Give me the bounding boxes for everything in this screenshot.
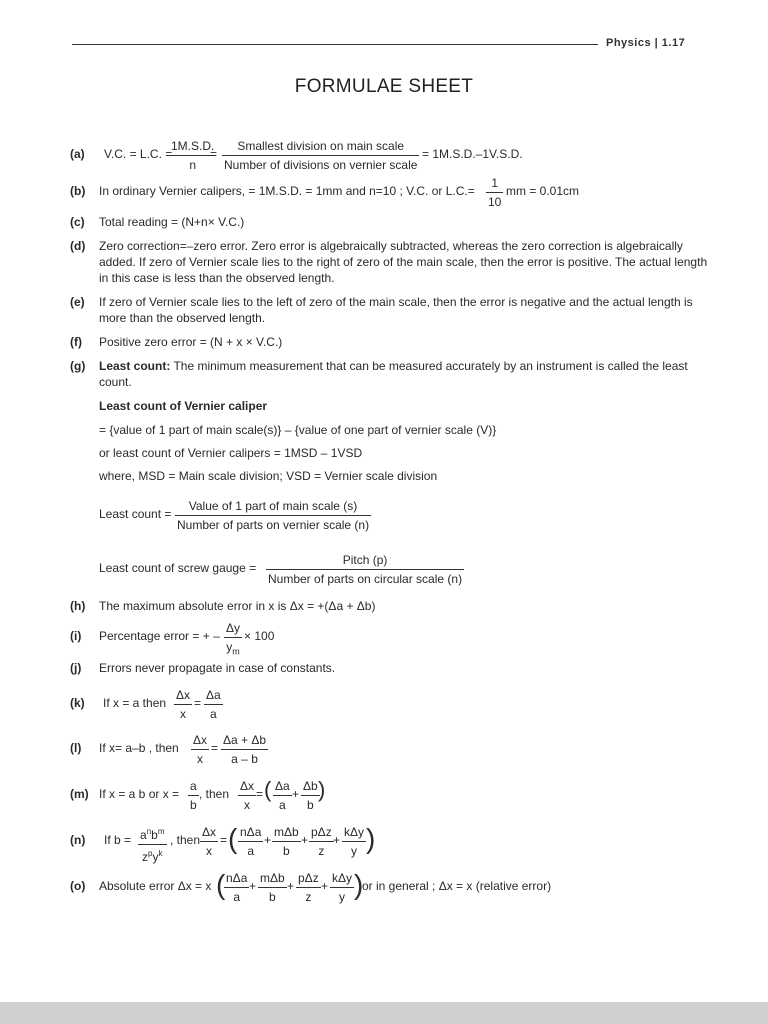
item-label: (j)	[70, 661, 82, 675]
item-label: (k)	[70, 696, 85, 710]
fraction: kΔy y	[344, 825, 365, 858]
fraction: $\frac{\Delta a + \Delta b}{a - b}$	[223, 733, 267, 766]
footer-bar	[0, 1002, 768, 1024]
fraction: mΔb b	[260, 871, 285, 904]
fraction: $\frac{\Delta a}{a}$	[206, 688, 221, 721]
subheading-vernier: Least count of Vernier caliper	[99, 399, 268, 413]
item-label: (b)	[70, 184, 86, 198]
fraction: $\frac{\Delta x}{x}$	[202, 825, 217, 858]
fraction: $\frac{\Delta x}{x}$	[176, 688, 191, 721]
item-label: (i)	[70, 629, 82, 643]
item-label: (n)	[70, 833, 86, 847]
fraction: Smallest division on main scale Number of divisions on vernier scale	[224, 139, 418, 172]
item-label: (o)	[70, 879, 86, 893]
item-label: (h)	[70, 599, 86, 613]
fraction: $\frac{a}{b}$	[190, 779, 197, 812]
fraction: nΔa a	[226, 871, 248, 904]
fraction: $\frac{\Delta y}{y_m}$	[226, 621, 241, 657]
item-label: (f)	[70, 335, 82, 349]
fraction: $\frac{\Delta x}{x}$	[240, 779, 255, 812]
fraction: $\frac{\Delta b}{b}$	[303, 779, 318, 812]
lc-line-2: or least count of Vernier calipers = 1MSD – 1VSD	[99, 446, 363, 460]
fraction: pΔz z	[311, 825, 332, 858]
fraction: $\frac{\Delta x}{x}$	[193, 733, 208, 766]
running-header: Physics | 1.17	[606, 37, 686, 49]
lc-line-3: where, MSD = Main scale division; VSD = Vernier scale division	[99, 469, 438, 483]
header-rule	[72, 44, 598, 45]
item-label: (d)	[70, 239, 86, 253]
fraction: $a^nb^m$ $z^py^k$	[138, 824, 167, 865]
item-label: (l)	[70, 741, 82, 755]
item-label: (m)	[70, 787, 89, 801]
fraction: Value of 1 part of main scale (s) Number of parts on vernier scale (n)	[177, 499, 370, 532]
fraction: nΔa a	[240, 825, 262, 858]
fraction: mΔb b	[274, 825, 299, 858]
page-title: FORMULAE SHEET	[294, 76, 474, 97]
fraction: Pitch (p) Number of parts on circular scale (n)	[268, 553, 463, 586]
item-label: (e)	[70, 295, 85, 309]
item-label: (c)	[70, 215, 85, 229]
fraction: pΔz z	[298, 871, 319, 904]
fraction: $\frac{1}{10}$	[488, 176, 502, 209]
fraction: kΔy y	[332, 871, 353, 904]
lc-line-1: = {value of 1 part of main scale(s)} – {value of one part of vernier scale (V)}	[99, 423, 497, 437]
item-label: (a)	[70, 147, 85, 161]
fraction: $\frac{\Delta a}{a}$	[275, 779, 290, 812]
item-label: (g)	[70, 359, 86, 373]
fraction: $\frac{1M.S.D.}{n}$	[171, 139, 215, 172]
